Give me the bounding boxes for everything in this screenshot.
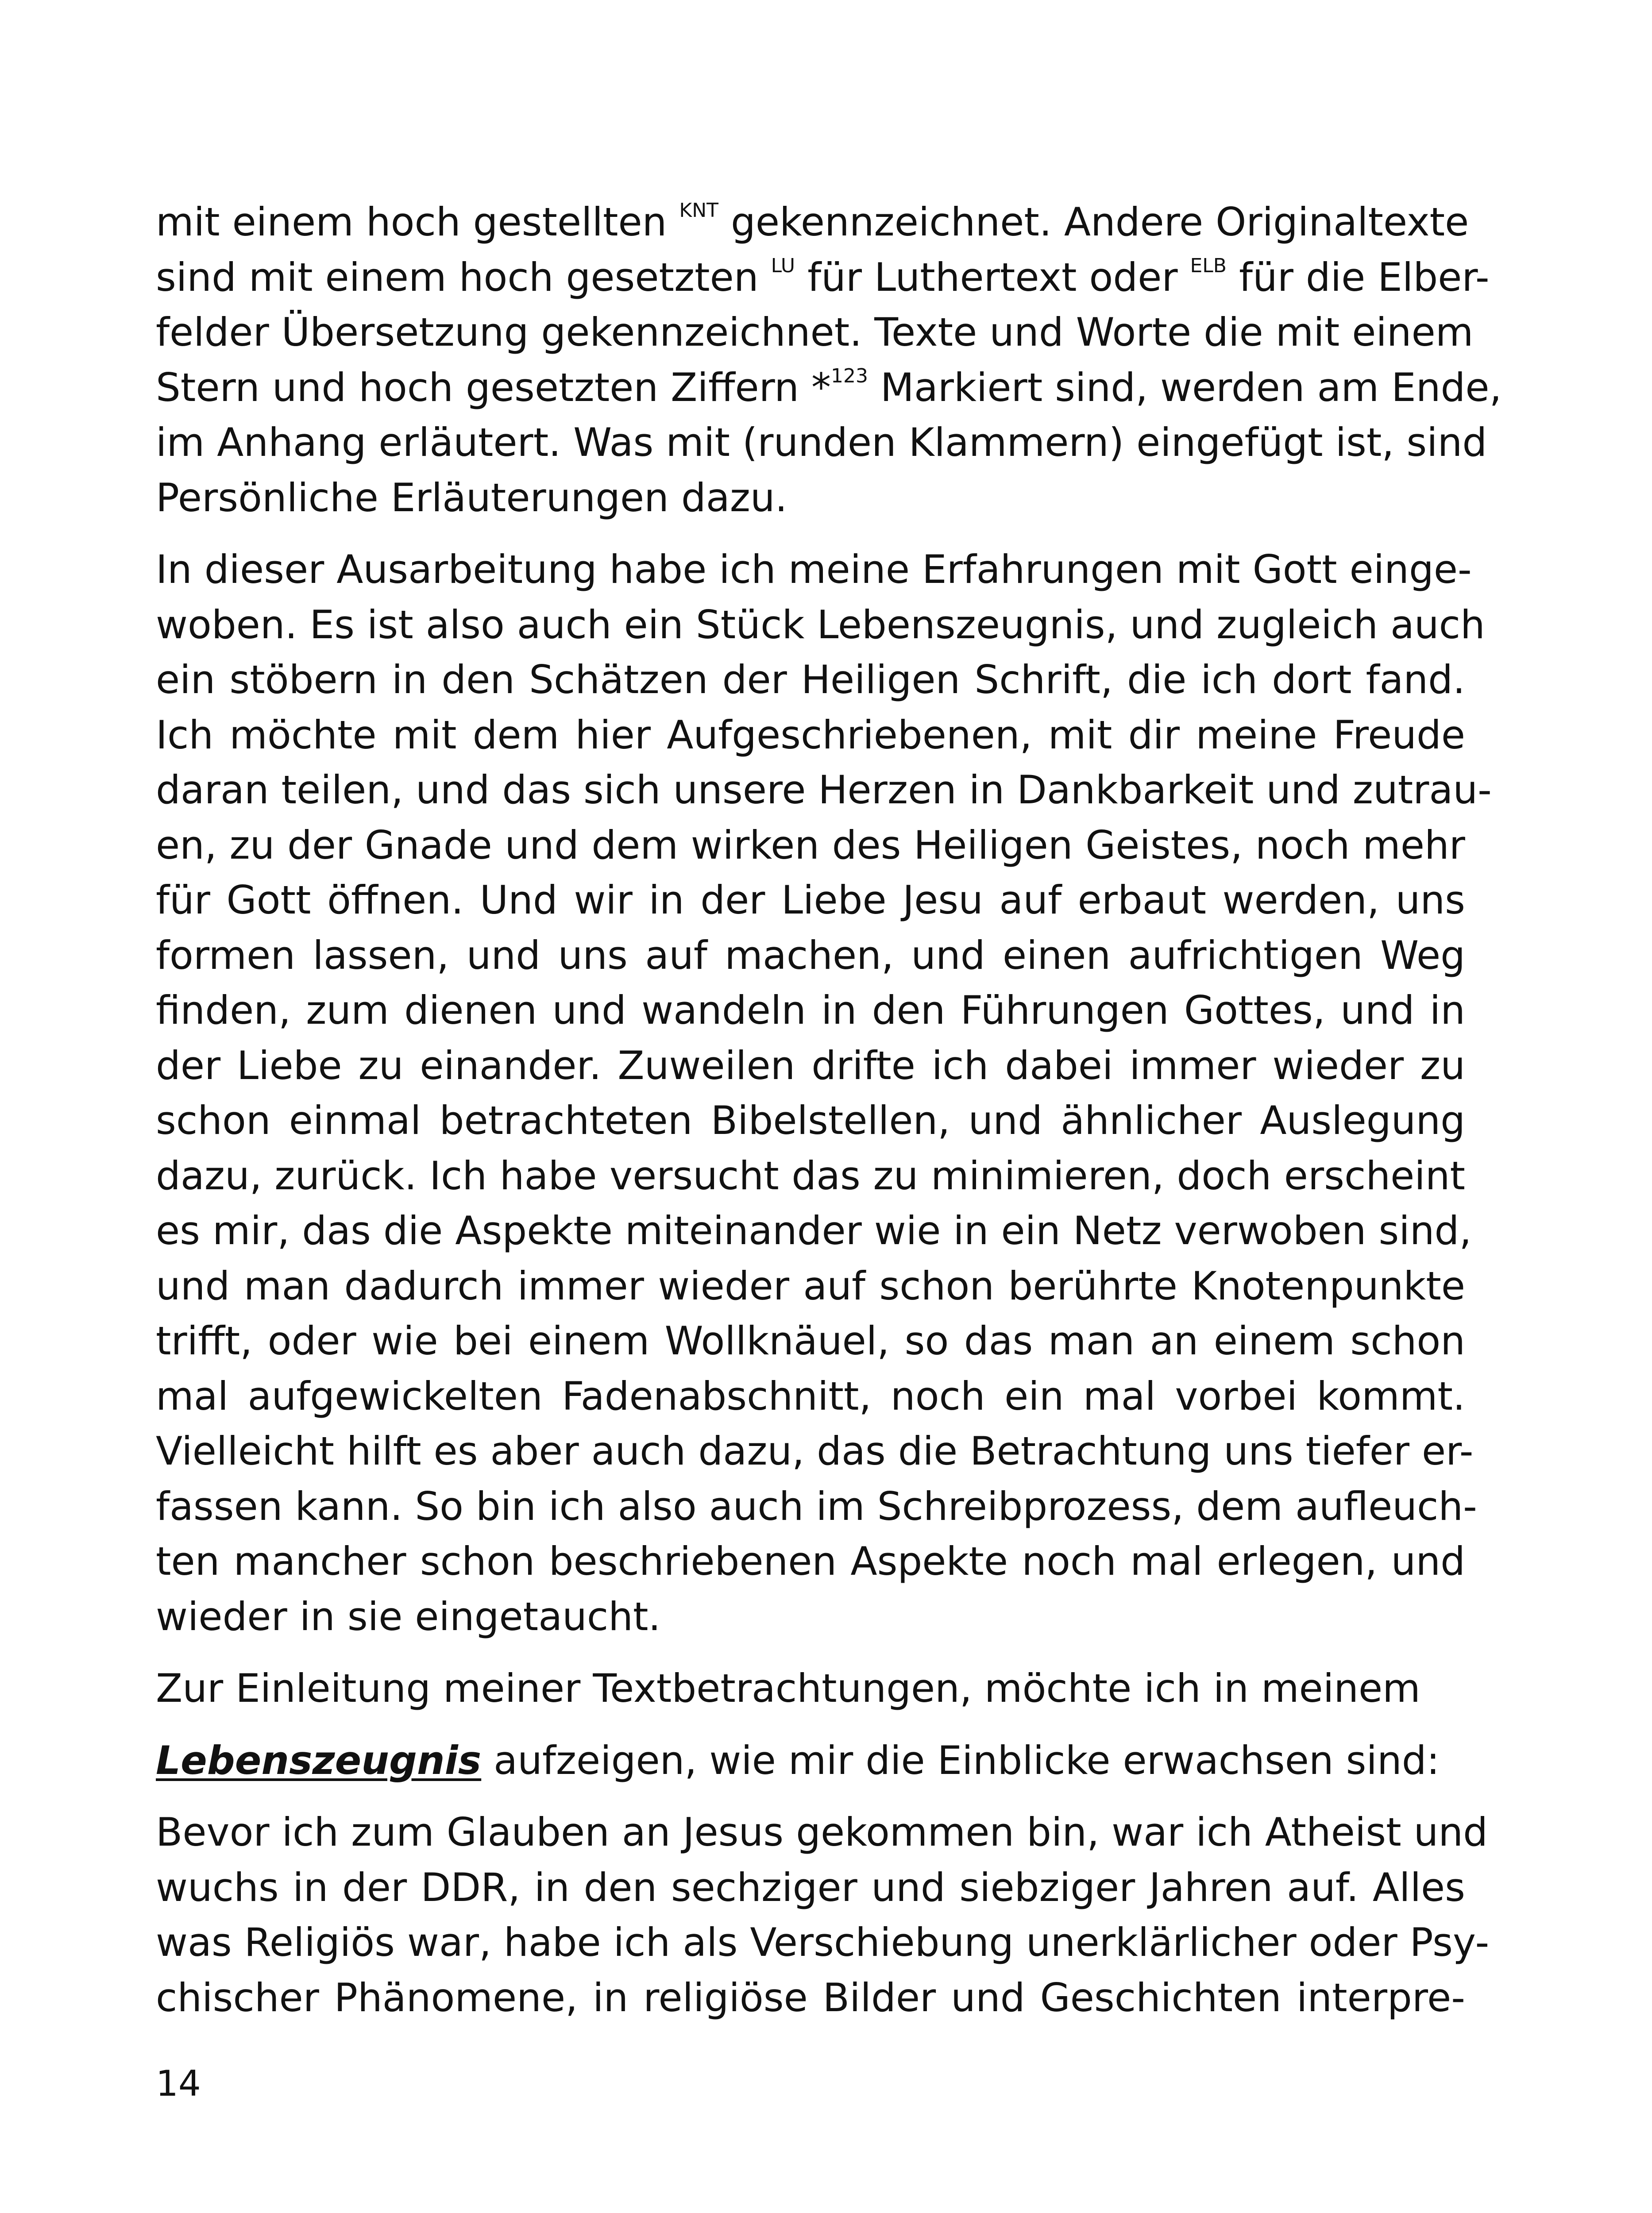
text-segment: fassen kann. So bin ich also auch im Schreibprozess, dem aufleuch- (156, 1483, 1477, 1529)
paragraph (156, 1661, 1465, 1716)
text-line (156, 195, 1469, 250)
text-line (156, 928, 1465, 983)
page-number: 14 (156, 2063, 201, 2104)
text-line (156, 983, 1465, 1038)
paragraph (156, 1733, 1465, 1789)
text-segment: chischer Phänomene, in religiöse Bilder und Geschichten interpre- (156, 1974, 1465, 2020)
text-line (156, 1915, 1490, 1970)
text-segment: es mir, das die Aspekte miteinander wie in ein Netz verwoben sind, (156, 1208, 1472, 1253)
text-segment: mal aufgewickelten Fadenabschnitt, noch ein mal vorbei kommt. (156, 1373, 1465, 1419)
text-line (156, 873, 1465, 928)
text-line (156, 598, 1485, 653)
text-segment: was Religiös war, habe ich als Verschiebung unerklärlicher oder Psy- (156, 1920, 1490, 1965)
text-segment: daran teilen, und das sich unsere Herzen in Dankbarkeit und zutrau- (156, 767, 1492, 813)
text-line (156, 1733, 1465, 1789)
text-line (156, 818, 1465, 873)
text-line (156, 415, 1487, 470)
paragraph (156, 1805, 1490, 2025)
text-line (156, 250, 1490, 305)
text-line (156, 1479, 1477, 1534)
text-line (156, 1661, 1465, 1716)
text-segment: Persönliche Erläuterungen dazu. (156, 474, 787, 520)
text-segment: ten mancher schon beschriebenen Aspekte noch mal erlegen, und (156, 1538, 1465, 1584)
text-segment: und man dadurch immer wieder auf schon berührte Knotenpunkte (156, 1263, 1465, 1309)
text-line (156, 652, 1465, 708)
text-line (156, 360, 1502, 416)
text-segment: finden, zum dienen und wandeln in den Führungen Gottes, und in (156, 987, 1465, 1033)
text-line (156, 1369, 1465, 1424)
text-segment: für die Elber- (1226, 254, 1490, 300)
text-segment: ein stöbern in den Schätzen der Heiligen Schrift, die ich dort fand. (156, 657, 1465, 702)
text-segment: für Luthertext oder (795, 254, 1190, 300)
text-segment: formen lassen, und uns auf machen, und einen aufrichtigen Weg (156, 932, 1465, 978)
text-line (156, 1534, 1465, 1589)
text-line (156, 1314, 1465, 1369)
text-segment: schon einmal betrachteten Bibelstellen, und ähnlicher Auslegung (156, 1098, 1465, 1143)
text-segment: Markiert sind, werden am Ende, (868, 364, 1502, 410)
page-body (156, 195, 1502, 2042)
text-line (156, 1038, 1465, 1094)
text-segment: felder Übersetzung gekennzeichnet. Texte und Worte die mit einem (156, 309, 1474, 355)
text-line (156, 1424, 1474, 1479)
text-segment: wuchs in der DDR, in den sechziger und siebziger Jahren auf. Alles (156, 1864, 1465, 1910)
text-line (156, 1805, 1488, 1860)
text-segment: woben. Es ist also auch ein Stück Lebenszeugnis, und zugleich auch (156, 601, 1485, 648)
text-segment: Vielleicht hilft es aber auch dazu, das die Betrachtung uns tiefer er- (156, 1428, 1474, 1474)
text-segment: en, zu der Gnade und dem wirken des Heiligen Geistes, noch mehr (156, 822, 1465, 868)
text-segment: der Liebe zu einander. Zuweilen drifte ich dabei immer wieder zu (156, 1042, 1465, 1088)
text-segment: aufzeigen, wie mir die Einblicke erwachsen sind: (481, 1737, 1440, 1783)
text-line (156, 1860, 1465, 1916)
text-segment: trifft, oder wie bei einem Wollknäuel, so das man an einem schon (156, 1318, 1465, 1364)
text-segment: gekennzeichnet. Andere Originaltexte (718, 199, 1469, 245)
text-segment: mit einem hoch gestellten (156, 199, 679, 245)
text-line (156, 1093, 1465, 1149)
superscript-marker: LU (771, 254, 795, 277)
text-segment: Bevor ich zum Glauben an Jesus gekommen bin, war ich Atheist und (156, 1809, 1488, 1855)
superscript-marker: 123 (830, 364, 868, 387)
text-segment: Stern und hoch gesetzten Ziffern * (156, 364, 831, 410)
text-line (156, 1970, 1465, 2026)
superscript-marker: ELB (1190, 254, 1227, 277)
paragraph (156, 542, 1492, 1644)
paragraph (156, 195, 1502, 525)
text-segment: Ich möchte mit dem hier Aufgeschriebenen, mit dir meine Freude (156, 712, 1465, 758)
text-segment: sind mit einem hoch gesetzten (156, 254, 771, 300)
text-line (156, 470, 1465, 526)
text-line (156, 1589, 1465, 1645)
text-segment: In dieser Ausarbeitung habe ich meine Erfahrungen mit Gott einge- (156, 547, 1472, 592)
text-line (156, 1259, 1465, 1314)
text-line (156, 763, 1492, 818)
text-segment: dazu, zurück. Ich habe versucht das zu minimieren, doch erscheint (156, 1153, 1465, 1199)
text-segment: wieder in sie eingetaucht. (156, 1593, 661, 1639)
text-line (156, 708, 1465, 763)
superscript-marker: KNT (679, 199, 719, 222)
emphasized-term: Lebenszeugnis (156, 1737, 482, 1783)
text-segment: Zur Einleitung meiner Textbetrachtungen, möchte ich in meinem (156, 1666, 1420, 1711)
text-line (156, 1149, 1465, 1204)
text-segment: im Anhang erläutert. Was mit (runden Klammern) eingefügt ist, sind (156, 420, 1487, 465)
text-line (156, 1203, 1472, 1259)
text-line (156, 542, 1472, 598)
text-line (156, 305, 1474, 360)
text-segment: für Gott öffnen. Und wir in der Liebe Jesu auf erbaut werden, uns (156, 877, 1465, 923)
